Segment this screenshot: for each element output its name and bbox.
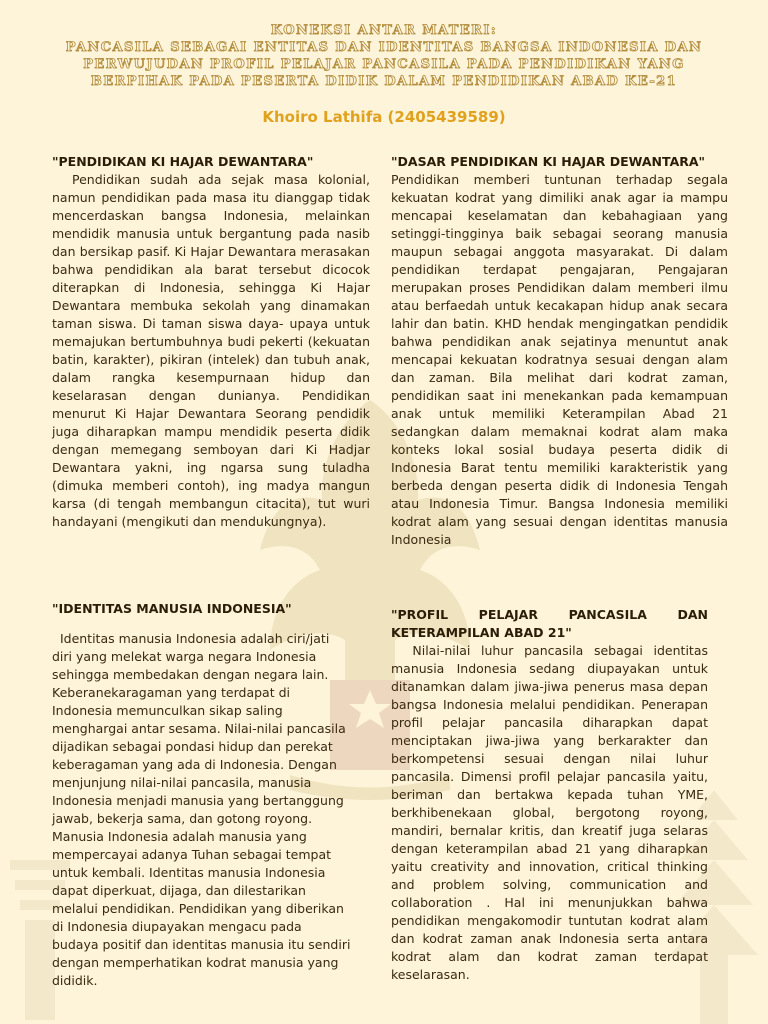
page-header <box>40 22 728 126</box>
section-body: Nilai-nilai luhur pancasila sebagai identitas manusia Indonesia sedang diupayakan untuk ditanamkan dalam jiwa-jiwa penerus masa depan bangsa Indonesia melalui pendidikan. Penerapan profil pelajar pancasila diharapkan dapat menciptakan jiwa-jiwa yang berkarakter dan berkompetensi sesuai dengan nilai luhur pancasila. Dimensi profil pelajar pancasila yaitu, beriman dan bertakwa kepada tuhan YME, berkhibenekaan global, bergotong royong, mandiri, bernalar kritis, dan kreatif juga selaras dengan keterampilan abad 21 yang diharapkan yaitu creativity and innovation, critical thinking and problem solving, communication and collaboration . Hal ini menunjukkan bahwa pendidikan mengakomodir tuntutan kodrat alam dan kodrat zaman anak Indonesia serta antara kodrat alam dan kodrat zaman terdapat keselarasan. <box>391 643 712 982</box>
section-dasar-pendidikan-khd <box>391 153 728 549</box>
section-body: Pendidikan memberi tuntunan terhadap segala kekuatan kodrat yang dimiliki anak agar ia mampu mencapai keselamatan dan kebahagiaan yang setinggi-tingginya baik sebagai seorang manusia maupun sebagai anggota masyarakat. Di dalam pendidikan terdapat pengajaran, Pengajaran merupakan proses Pendidikan dalam memberi ilmu atau berfaedah untuk kecakapan hidup anak secara lahir dan batin. KHD hendak mengingatkan pendidik bahwa pendidikan anak sejatinya menuntut anak mencapai kekuatan kodratnya sesuai dengan alam dan zaman. Bila melihat dari kodrat zaman, pendidikan saat ini menekankan pada kemampuan anak untuk memiliki Keterampilan Abad 21 sedangkan dalam memaknai kodrat alam maka konteks lokal sosial budaya peserta didik di Indonesia Barat tentu memiliki karakteristik yang berbeda dengan peserta didik di Indonesia Tengah atau Indonesia Timur. Bangsa Indonesia memiliki kodrat alam yang sesuai dengan identitas manusia Indonesia <box>391 172 728 547</box>
section-heading: "DASAR PENDIDIKAN KI HAJAR DEWANTARA" <box>391 154 706 169</box>
title-line-1: KONEKSI ANTAR MATERI: <box>270 23 498 38</box>
section-identitas-manusia-indonesia <box>52 600 355 990</box>
title-line-3: PERWUJUDAN PROFIL PELAJAR PANCASILA PADA PENDIDIKAN YANG <box>83 57 685 72</box>
section-heading: "PROFIL PELAJAR PANCASILA DAN KETERAMPILAN ABAD 21" <box>391 607 708 640</box>
author-name: Khoiro Lathifa (2405439589) <box>262 108 506 126</box>
section-body: Pendidikan sudah ada sejak masa kolonial, namun pendidikan pada masa itu dianggap tidak mencerdaskan bangsa Indonesia, melainkan mendidik manusia untuk bergantung pada nasib dan bersikap pasif. Ki Hajar Dewantara merasakan bahwa pendidikan ala barat tersebut dicocok diterapkan di Indonesia, sehingga Ki Hajar Dewantara membuka sekolah yang dinamakan taman siswa. Di taman siswa daya- upaya untuk memajukan bertumbuhnya budi pekerti (kekuatan batin, karakter), pikiran (intelek) dan tubuh anak, dalam rangka kesempurnaan hidup dan keselarasan dengan dunianya. Pendidikan menurut Ki Hajar Dewantara Seorang pendidik juga diharapkan mampu mendidik peserta didik dengan memegang semboyan dari Ki Hadjar Dewantara yakni, ing ngarsa sung tuladha (dimuka memberi contoh), ing madya mangun karsa (di tengah membangun citacita), tut wuri handayani (mengikuti dan mendukungnya). <box>52 172 374 529</box>
title-line-4: BERPIHAK PADA PESERTA DIDIK DALAM PENDIDIKAN ABAD KE-21 <box>90 74 678 89</box>
section-pendidikan-khd <box>52 153 374 531</box>
title-line-2: PANCASILA SEBAGAI ENTITAS DAN IDENTITAS BANGSA INDONESIA DAN <box>65 40 703 55</box>
section-heading: "PENDIDIKAN KI HAJAR DEWANTARA" <box>52 154 314 169</box>
section-body: Identitas manusia Indonesia adalah ciri/jati diri yang melekat warga negara Indonesia sehingga membedakan dengan negara lain. Keberanekaragaman yang terdapat di Indonesia memunculkan sikap saling menghargai antar sesama. Nilai-nilai pancasila dijadikan sebagai pondasi hidup dan perekat keberagaman yang ada di Indonesia. Dengan menjunjung nilai-nilai pancasila, manusia Indonesia menjadi manusia yang bertanggung jawab, bekerja sama, dan gotong royong. Manusia Indonesia adalah manusia yang mempercayai adanya Tuhan sebagai tempat untuk kembali. Identitas manusia Indonesia dapat diperkuat, dijaga, dan dilestarikan melalui pendidikan. Pendidikan yang diberikan di Indonesia diupayakan mengacu pada budaya positif dan identitas manusia itu sendiri dengan memperhatikan kodrat manusia yang dididik. <box>52 631 355 988</box>
section-profil-pelajar-pancasila <box>391 606 712 984</box>
section-heading: "IDENTITAS MANUSIA INDONESIA" <box>52 601 292 616</box>
